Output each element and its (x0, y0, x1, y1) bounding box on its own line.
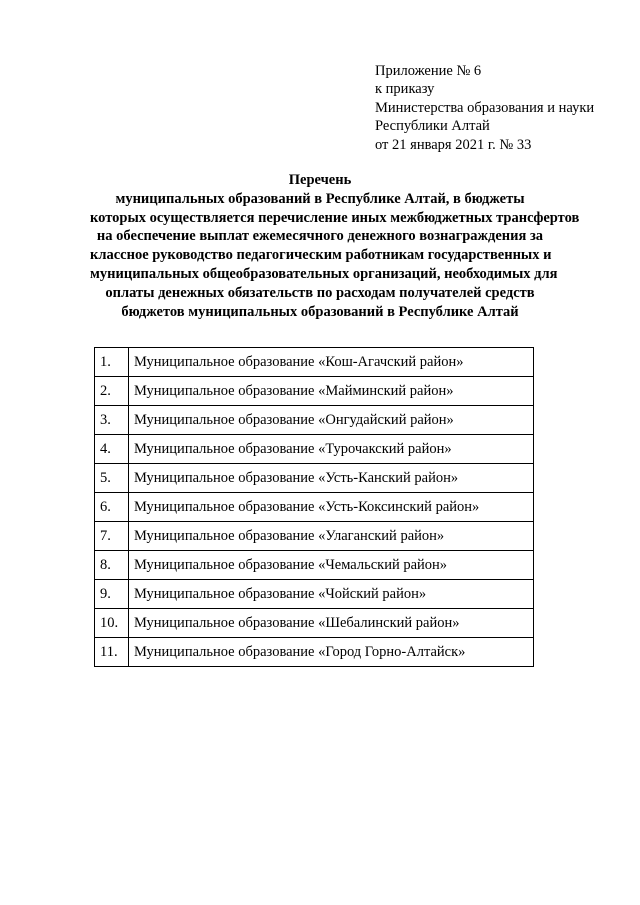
title-line: оплаты денежных обязательств по расходам получателей средств (105, 284, 535, 301)
appendix-line: Республики Алтай (375, 118, 490, 135)
title-line: муниципальных образований в Республике Алтай, в бюджеты (115, 190, 525, 207)
appendix-line: к приказу (375, 81, 435, 98)
table-row (95, 638, 534, 667)
appendix-line: Министерства образования и науки (375, 99, 595, 116)
row-number: 7. (95, 522, 129, 551)
row-municipality: Муниципальное образование «Чемальский район» (129, 551, 534, 580)
table-row (95, 464, 534, 493)
title-line: которых осуществляется перечисление иных межбюджетных трансфертов (90, 209, 580, 226)
row-number: 2. (95, 377, 129, 406)
document-title (90, 171, 580, 321)
table-row (95, 609, 534, 638)
row-number: 10. (95, 609, 129, 638)
row-municipality: Муниципальное образование «Чойский район» (129, 580, 534, 609)
row-number: 6. (95, 493, 129, 522)
row-municipality: Муниципальное образование «Турочакский район» (129, 435, 534, 464)
row-number: 4. (95, 435, 129, 464)
row-municipality: Муниципальное образование «Усть-Коксинский район» (129, 493, 534, 522)
title-line: классное руководство педагогическим работникам государственных и (90, 247, 552, 264)
municipalities-table (94, 347, 534, 667)
title-line: Перечень (288, 172, 352, 188)
table-row (95, 435, 534, 464)
table-row (95, 348, 534, 377)
row-municipality: Муниципальное образование «Усть-Канский район» (129, 464, 534, 493)
appendix-header (375, 62, 594, 154)
table-row (95, 522, 534, 551)
row-municipality: Муниципальное образование «Майминский район» (129, 377, 534, 406)
table-row (95, 551, 534, 580)
title-line: бюджетов муниципальных образований в Республике Алтай (121, 303, 519, 320)
row-municipality: Муниципальное образование «Онгудайский район» (129, 406, 534, 435)
table-row (95, 580, 534, 609)
appendix-line: от 21 января 2021 г. № 33 (375, 136, 532, 153)
row-municipality: Муниципальное образование «Город Горно-Алтайск» (129, 638, 534, 667)
table-row (95, 406, 534, 435)
title-line: на обеспечение выплат ежемесячного денежного вознаграждения за (96, 228, 544, 245)
row-number: 1. (95, 348, 129, 377)
appendix-line: Приложение № 6 (375, 63, 482, 79)
table-row (95, 377, 534, 406)
row-number: 5. (95, 464, 129, 493)
row-number: 11. (95, 638, 129, 667)
row-number: 9. (95, 580, 129, 609)
row-number: 8. (95, 551, 129, 580)
row-municipality: Муниципальное образование «Кош-Агачский район» (129, 348, 534, 377)
row-municipality: Муниципальное образование «Шебалинский район» (129, 609, 534, 638)
row-number: 3. (95, 406, 129, 435)
row-municipality: Муниципальное образование «Улаганский район» (129, 522, 534, 551)
table-row (95, 493, 534, 522)
title-line: муниципальных общеобразовательных организаций, необходимых для (90, 265, 558, 282)
